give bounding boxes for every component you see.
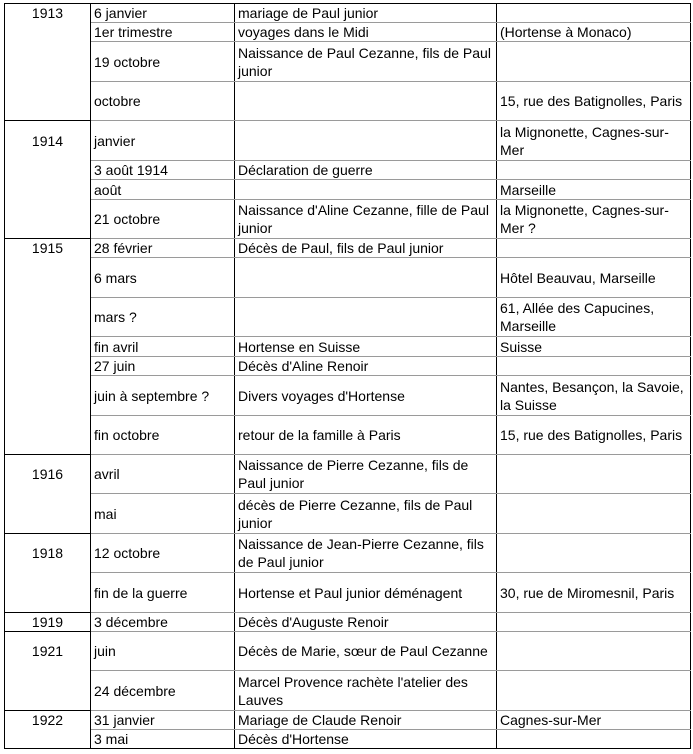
table-row xyxy=(5,671,691,711)
date-cell: octobre xyxy=(91,82,235,121)
date-cell: 6 mars xyxy=(91,258,235,298)
table-row xyxy=(5,258,691,298)
year-cell xyxy=(5,416,91,455)
event-cell: Hortense en Suisse xyxy=(235,337,497,357)
event-cell: Décès de Paul, fils de Paul junior xyxy=(235,239,497,258)
table-row xyxy=(5,632,691,671)
place-cell xyxy=(497,494,691,534)
year-cell xyxy=(5,258,91,298)
year-cell: 1915 xyxy=(5,239,91,258)
event-cell xyxy=(235,121,497,161)
place-cell xyxy=(497,613,691,632)
place-cell: Cagnes-sur-Mer xyxy=(497,711,691,730)
date-cell: 24 décembre xyxy=(91,671,235,711)
table-row xyxy=(5,455,691,494)
place-cell: la Mignonette, Cagnes-sur-Mer xyxy=(497,121,691,161)
place-cell: 15, rue des Batignolles, Paris xyxy=(497,416,691,455)
year-cell xyxy=(5,337,91,357)
event-cell: Décès de Marie, sœur de Paul Cezanne xyxy=(235,632,497,671)
date-cell: 27 juin xyxy=(91,357,235,376)
table-row xyxy=(5,82,691,121)
table-row xyxy=(5,534,691,573)
table-row xyxy=(5,239,691,258)
chronology-table xyxy=(4,3,691,749)
year-cell xyxy=(5,42,91,82)
event-cell: Décès d'Auguste Renoir xyxy=(235,613,497,632)
table-row xyxy=(5,711,691,730)
event-cell: Mariage de Claude Renoir xyxy=(235,711,497,730)
date-cell: août xyxy=(91,180,235,200)
place-cell: 61, Allée des Capucines, Marseille xyxy=(497,298,691,337)
event-cell: Divers voyages d'Hortense xyxy=(235,376,497,416)
table-row xyxy=(5,298,691,337)
year-cell xyxy=(5,23,91,42)
event-cell: Déclaration de guerre xyxy=(235,161,497,180)
event-cell xyxy=(235,298,497,337)
event-cell: décès de Pierre Cezanne, fils de Paul junior xyxy=(235,494,497,534)
year-cell xyxy=(5,671,91,711)
place-cell: Marseille xyxy=(497,180,691,200)
place-cell: 30, rue de Miromesnil, Paris xyxy=(497,573,691,613)
table-row xyxy=(5,180,691,200)
place-cell xyxy=(497,4,691,23)
date-cell: fin avril xyxy=(91,337,235,357)
place-cell xyxy=(497,534,691,573)
table-row xyxy=(5,337,691,357)
date-cell: 3 mai xyxy=(91,730,235,749)
table-row xyxy=(5,613,691,632)
place-cell: Suisse xyxy=(497,337,691,357)
year-cell xyxy=(5,376,91,416)
year-cell xyxy=(5,494,91,534)
event-cell: retour de la famille à Paris xyxy=(235,416,497,455)
event-cell: Naissance de Pierre Cezanne, fils de Paul junior xyxy=(235,455,497,494)
place-cell: 15, rue des Batignolles, Paris xyxy=(497,82,691,121)
year-cell: 1916 xyxy=(5,455,91,494)
date-cell: juin xyxy=(91,632,235,671)
year-cell: 1919 xyxy=(5,613,91,632)
event-cell xyxy=(235,180,497,200)
date-cell: 28 février xyxy=(91,239,235,258)
event-cell: Naissance de Paul Cezanne, fils de Paul junior xyxy=(235,42,497,82)
table-row xyxy=(5,200,691,239)
place-cell: Hôtel Beauvau, Marseille xyxy=(497,258,691,298)
table-row xyxy=(5,161,691,180)
table-row xyxy=(5,730,691,749)
place-cell: la Mignonette, Cagnes-sur-Mer ? xyxy=(497,200,691,239)
table-row xyxy=(5,4,691,23)
year-cell xyxy=(5,180,91,200)
place-cell xyxy=(497,730,691,749)
year-cell: 1922 xyxy=(5,711,91,730)
place-cell: (Hortense à Monaco) xyxy=(497,23,691,42)
date-cell: 12 octobre xyxy=(91,534,235,573)
place-cell: Nantes, Besançon, la Savoie, la Suisse xyxy=(497,376,691,416)
table-row xyxy=(5,376,691,416)
table-row xyxy=(5,573,691,613)
place-cell xyxy=(497,239,691,258)
date-cell: janvier xyxy=(91,121,235,161)
table-row xyxy=(5,416,691,455)
place-cell xyxy=(497,357,691,376)
event-cell: mariage de Paul junior xyxy=(235,4,497,23)
date-cell: 19 octobre xyxy=(91,42,235,82)
date-cell: 31 janvier xyxy=(91,711,235,730)
event-cell: Naissance d'Aline Cezanne, fille de Paul junior xyxy=(235,200,497,239)
event-cell xyxy=(235,258,497,298)
date-cell: mai xyxy=(91,494,235,534)
year-cell xyxy=(5,298,91,337)
event-cell: Naissance de Jean-Pierre Cezanne, fils de Paul junior xyxy=(235,534,497,573)
year-cell: 1914 xyxy=(5,121,91,161)
date-cell: fin octobre xyxy=(91,416,235,455)
year-cell xyxy=(5,200,91,239)
year-cell: 1913 xyxy=(5,4,91,23)
table-row xyxy=(5,494,691,534)
table-row xyxy=(5,42,691,82)
date-cell: 6 janvier xyxy=(91,4,235,23)
year-cell xyxy=(5,730,91,749)
place-cell xyxy=(497,161,691,180)
date-cell: 21 octobre xyxy=(91,200,235,239)
date-cell: avril xyxy=(91,455,235,494)
event-cell: Marcel Provence rachète l'atelier des Lauves xyxy=(235,671,497,711)
table-row xyxy=(5,121,691,161)
date-cell: fin de la guerre xyxy=(91,573,235,613)
date-cell: 1er trimestre xyxy=(91,23,235,42)
year-cell xyxy=(5,573,91,613)
table-row xyxy=(5,23,691,42)
chronology-body xyxy=(5,4,691,749)
date-cell: 3 décembre xyxy=(91,613,235,632)
year-cell xyxy=(5,82,91,121)
year-cell xyxy=(5,161,91,180)
place-cell xyxy=(497,671,691,711)
place-cell xyxy=(497,632,691,671)
table-row xyxy=(5,357,691,376)
date-cell: juin à septembre ? xyxy=(91,376,235,416)
event-cell: Décès d'Aline Renoir xyxy=(235,357,497,376)
year-cell: 1918 xyxy=(5,534,91,573)
place-cell xyxy=(497,455,691,494)
year-cell: 1921 xyxy=(5,632,91,671)
date-cell: mars ? xyxy=(91,298,235,337)
event-cell xyxy=(235,82,497,121)
place-cell xyxy=(497,42,691,82)
event-cell: voyages dans le Midi xyxy=(235,23,497,42)
event-cell: Hortense et Paul junior déménagent xyxy=(235,573,497,613)
date-cell: 3 août 1914 xyxy=(91,161,235,180)
year-cell xyxy=(5,357,91,376)
event-cell: Décès d'Hortense xyxy=(235,730,497,749)
